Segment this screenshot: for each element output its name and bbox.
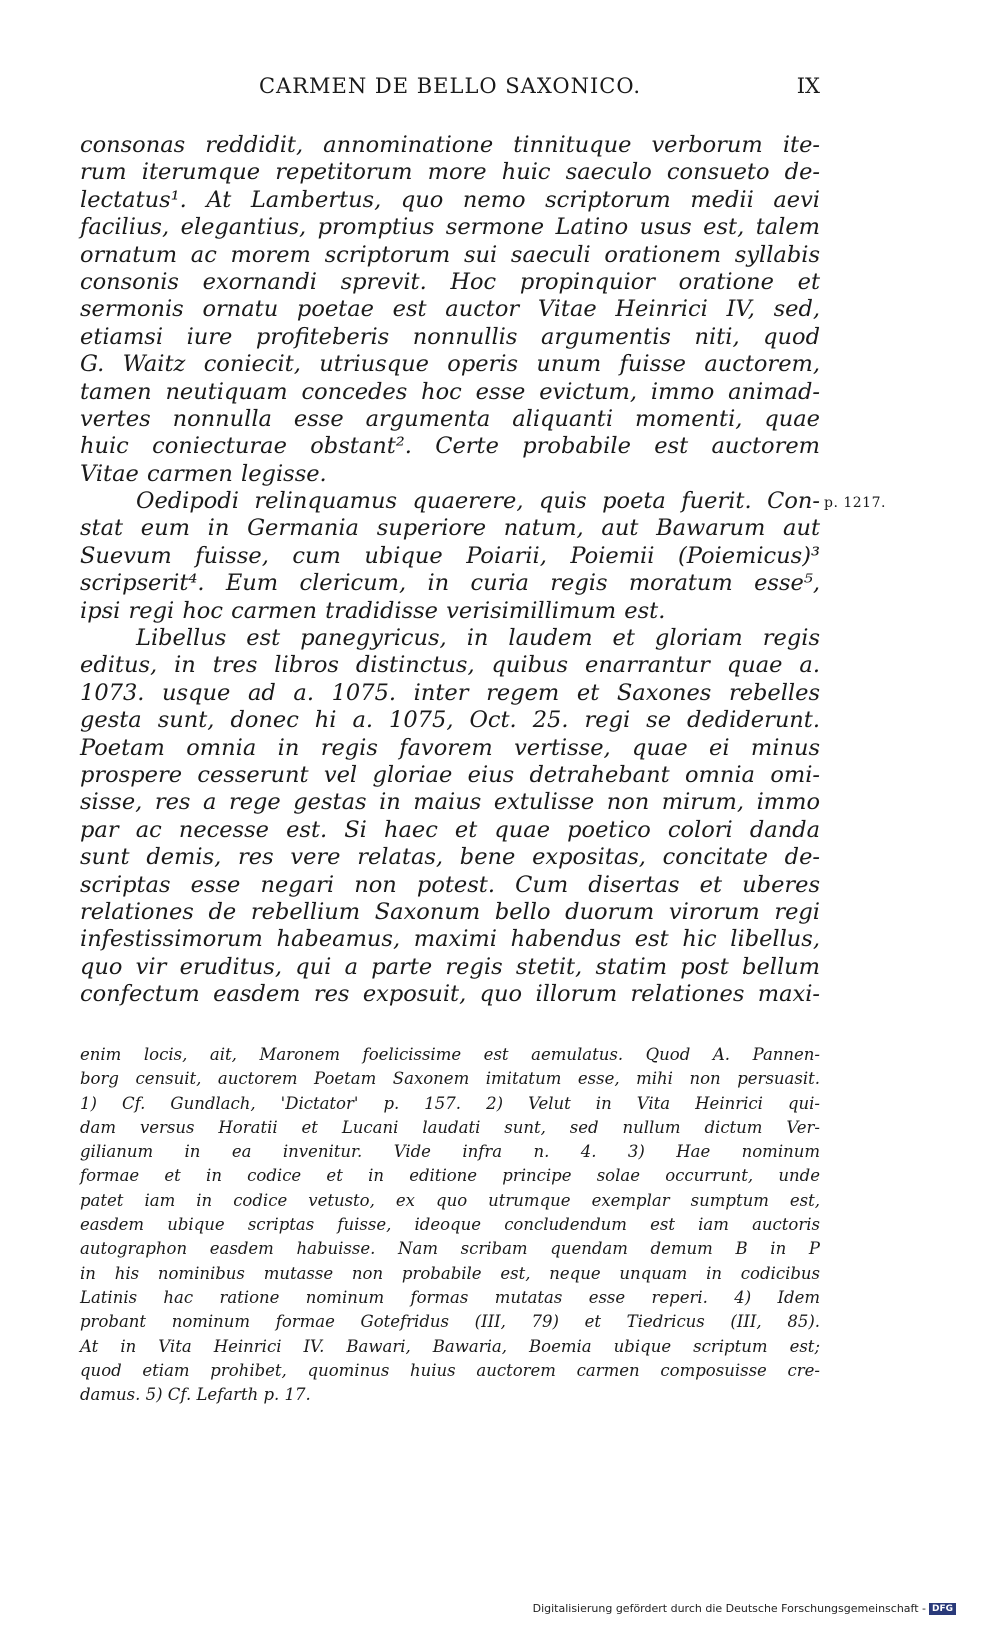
footnote-line: patet iam in codice vetusto, ex quo utrumque exemplar sumptum est,: [80, 1190, 820, 1210]
body-line: etiamsi iure profiteberis nonnullis argumentis niti, quod: [80, 323, 820, 350]
body-line: lectatus¹. At Lambertus, quo nemo scriptorum medii aevi: [80, 186, 820, 213]
body-line: Poetam omnia in regis favorem vertisse, quae ei minus: [80, 734, 820, 761]
body-line: Oedipodi relinquamus quaerere, quis poeta fuerit. Con-: [136, 488, 820, 515]
page-header: [80, 74, 820, 102]
page-number: IX: [796, 74, 820, 98]
body-line: Suevum fuisse, cum ubique Poiarii, Poiemii (Poiemicus)³: [80, 542, 820, 569]
body-line: scriptas esse negari non potest. Cum disertas et uberes: [80, 871, 820, 898]
footnote-line: quod etiam prohibet, quominus huius auctorem carmen composuisse cre-: [80, 1360, 820, 1380]
body-line: facilius, elegantius, promptius sermone Latino usus est, talem: [80, 214, 820, 241]
body-line: sisse, res a rege gestas in maius extulisse non mirum, immo: [80, 789, 820, 816]
footnote-line: probant nominum formae Gotefridus (III, 79) et Tiedricus (III, 85).: [80, 1312, 820, 1332]
body-line: infestissimorum habeamus, maximi habendus est hic libellus,: [80, 926, 820, 953]
margin-page-reference: p. 1217.: [824, 495, 886, 511]
body-line: scripserit⁴. Eum clericum, in curia regis moratum esse⁵,: [80, 570, 820, 597]
body-line: ipsi regi hoc carmen tradidisse verisimillimum est.: [80, 597, 666, 624]
body-line: tamen neutiquam concedes hoc esse evictum, immo animad-: [80, 378, 820, 405]
footnote-line: borg censuit, auctorem Poetam Saxonem imitatum esse, mihi non persuasit.: [80, 1069, 820, 1089]
footnote-line: easdem ubique scriptas fuisse, ideoque concludendum est iam auctoris: [80, 1215, 820, 1235]
footnote-line: enim locis, ait, Maronem foelicissime est aemulatus. Quod A. Pannen-: [80, 1045, 820, 1064]
dfg-logo-icon: DFG: [929, 1603, 956, 1615]
body-line: gesta sunt, donec hi a. 1075, Oct. 25. regi se dediderunt.: [80, 707, 820, 734]
footnote-line: Latinis hac ratione nominum formas mutatas esse reperi. 4) Idem: [80, 1287, 820, 1307]
body-line: 1073. usque ad a. 1075. inter regem et Saxones rebelles: [80, 679, 820, 706]
body-line: consonis exornandi sprevit. Hoc propinquior oratione et: [80, 268, 820, 295]
body-line: editus, in tres libros distinctus, quibus enarrantur quae a.: [80, 652, 820, 679]
body-line: rum iterumque repetitorum more huic saeculo consueto de-: [80, 159, 820, 186]
footnote-line: 1) Cf. Gundlach, 'Dictator' p. 157. 2) Velut in Vita Heinrici qui-: [80, 1093, 820, 1113]
body-line: G. Waitz coniecit, utriusque operis unum fuisse auctorem,: [80, 351, 820, 378]
footnote-line: formae et in codice et in editione principe solae occurrunt, unde: [80, 1166, 820, 1186]
footnote-line: in his nominibus mutasse non probabile est, neque unquam in codicibus: [80, 1263, 820, 1283]
running-title: CARMEN DE BELLO SAXONICO.: [258, 74, 642, 98]
body-line: stat eum in Germania superiore natum, aut Bawarum aut: [80, 515, 820, 542]
footnote-line: dam versus Horatii et Lucani laudati sunt, sed nullum dictum Ver-: [80, 1117, 820, 1137]
body-line: Libellus est panegyricus, in laudem et gloriam regis: [136, 625, 820, 652]
body-line: ornatum ac morem scriptorum sui saeculi orationem syllabis: [80, 241, 820, 268]
body-line: confectum easdem res exposuit, quo illorum relationes maxi-: [80, 981, 820, 1008]
footnotes: [80, 1043, 820, 1407]
body-line: sunt demis, res vere relatas, bene expositas, concitate de-: [80, 844, 820, 871]
body-line: huic coniecturae obstant². Certe probabile est auctorem: [80, 433, 820, 460]
body-text: [80, 132, 820, 1009]
body-line: par ac necesse est. Si haec et quae poetico colori danda: [80, 816, 820, 843]
body-line: relationes de rebellium Saxonum bello duorum virorum regi: [80, 898, 820, 925]
footnote-line: damus. 5) Cf. Lefarth p. 17.: [80, 1385, 311, 1405]
footnote-line: At in Vita Heinrici IV. Bawari, Bawaria, Boemia ubique scriptum est;: [80, 1336, 820, 1356]
body-line: quo vir eruditus, qui a parte regis stetit, statim post bellum: [80, 953, 820, 980]
footnote-line: gilianum in ea invenitur. Vide infra n. 4. 3) Hae nominum: [80, 1142, 820, 1162]
body-line: consonas reddidit, annominatione tinnituque verborum ite-: [80, 132, 820, 158]
digitization-credit: [533, 1602, 956, 1615]
footnote-line: autographon easdem habuisse. Nam scribam quendam demum B in P: [80, 1239, 820, 1259]
body-line: prospere cesserunt vel gloriae eius detrahebant omnia omi-: [80, 761, 820, 788]
credit-text: Digitalisierung gefördert durch die Deutsche Forschungsgemeinschaft -: [532, 1602, 926, 1615]
body-line: sermonis ornatu poetae est auctor Vitae Heinrici IV, sed,: [80, 296, 820, 323]
body-line: vertes nonnulla esse argumenta aliquanti momenti, quae: [80, 405, 820, 432]
body-line: Vitae carmen legisse.: [80, 460, 327, 487]
